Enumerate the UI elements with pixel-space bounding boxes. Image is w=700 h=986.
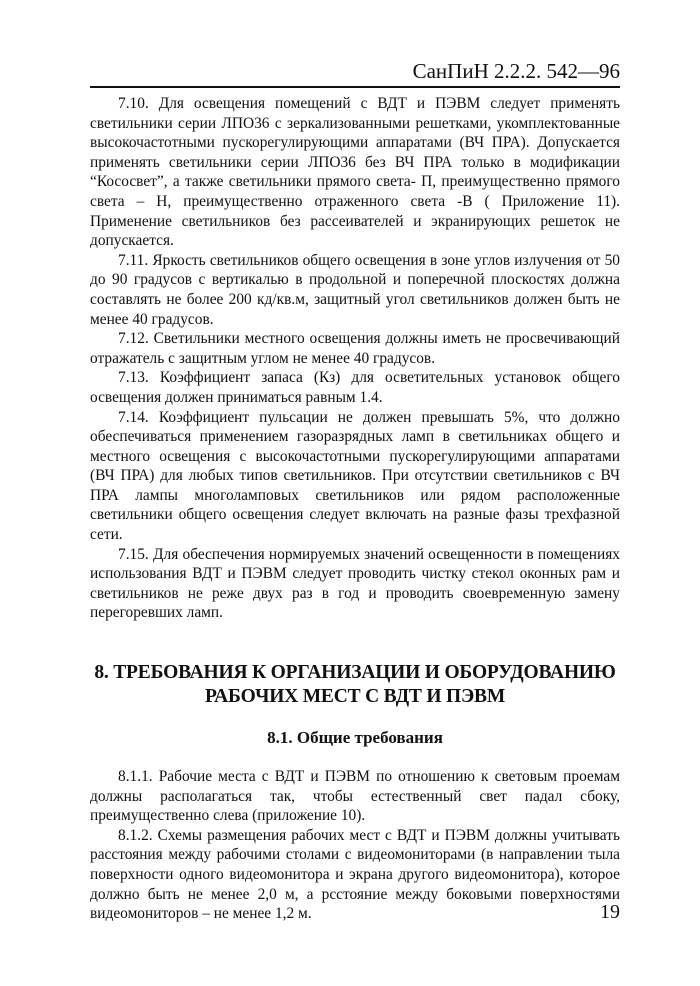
paragraph-7-14: 7.14. Коэффициент пульсации не должен превышать 5%, что должно обеспечиваться применением газоразрядных ламп в светильниках общего и местного освещения с высокочастотными пускорегулирующими аппаратами (ВЧ ПРА) для любых типов светильников. При отсутствии светильников с ВЧ ПРА лампы многоламповых светильников или рядом расположенные светильники общего освещения следует включать на разные фазы трехфазной сети. [90, 408, 620, 544]
section-heading: 8.1. Общие требования [267, 728, 443, 748]
paragraph-7-11: 7.11. Яркость светильников общего освещения в зоне углов излучения от 50 до 90 градусов с вертикалью в продольной и поперечной плоскостях должна составлять не более 200 кд/кв.м, защитный угол светильников должен быть не менее 40 градусов. [90, 251, 620, 328]
chapter-heading-line2: РАБОЧИХ МЕСТ С ВДТ И ПЭВМ [204, 686, 506, 708]
chapter-heading-line1: 8. ТРЕБОВАНИЯ К ОРГАНИЗАЦИИ И ОБОРУДОВАНИЮ [94, 662, 616, 684]
paragraph-7-15: 7.15. Для обеспечения нормируемых значений освещенности в помещениях использования ВДТ и ПЭВМ следует проводить чистку стекол оконных рам и светильников не реже двух раз в год и проводить своевременную замену перегоревших ламп. [90, 545, 620, 622]
document-body [90, 94, 620, 924]
paragraph-7-13: 7.13. Коэффициент запаса (Кз) для осветительных установок общего освещения должен приниматься равным 1.4. [90, 369, 620, 406]
running-header: СанПиН 2.2.2. 542—96 [90, 58, 620, 88]
paragraph-8-1-2: 8.1.2. Схемы размещения рабочих мест с ВДТ и ПЭВМ должны учитывать расстояния между рабочими столами с видеомониторами (в направлении тыла поверхности одного видеомонитора и экрана другого видеомонитора), которое должно быть не менее 2,0 м, а рсстояние между боковыми поверхностями видеомониторов – не менее 1,2 м. [90, 826, 620, 923]
paragraph-7-10: 7.10. Для освещения помещений с ВДТ и ПЭВМ следует применять светильники серии ЛПО36 с зеркализованными решетками, укомплектованные высокочастотными пускорегулирующими аппаратами (ВЧ ПРА). Допускается применять светильники серии ЛПО36 без ВЧ ПРА только в модификации “Кососвет”, а также светильники прямого света- П, преимущественно прямого света – Н, преимущественно отраженного света -В ( Приложение 11). Применение светильников без рассеивателей и экранирующих решеток не допускается. [90, 95, 620, 250]
paragraph-7-12: 7.12. Светильники местного освещения должны иметь не просвечивающий отражатель с защитным углом не менее 40 градусов. [90, 330, 620, 367]
page-number: 19 [600, 901, 620, 923]
paragraph-8-1-1: 8.1.1. Рабочие места с ВДТ и ПЭВМ по отношению к световым проемам должны располагаться так, чтобы естественный свет падал сбоку, преимущественно слева (приложение 10). [90, 768, 620, 825]
chapter-heading [90, 661, 620, 709]
